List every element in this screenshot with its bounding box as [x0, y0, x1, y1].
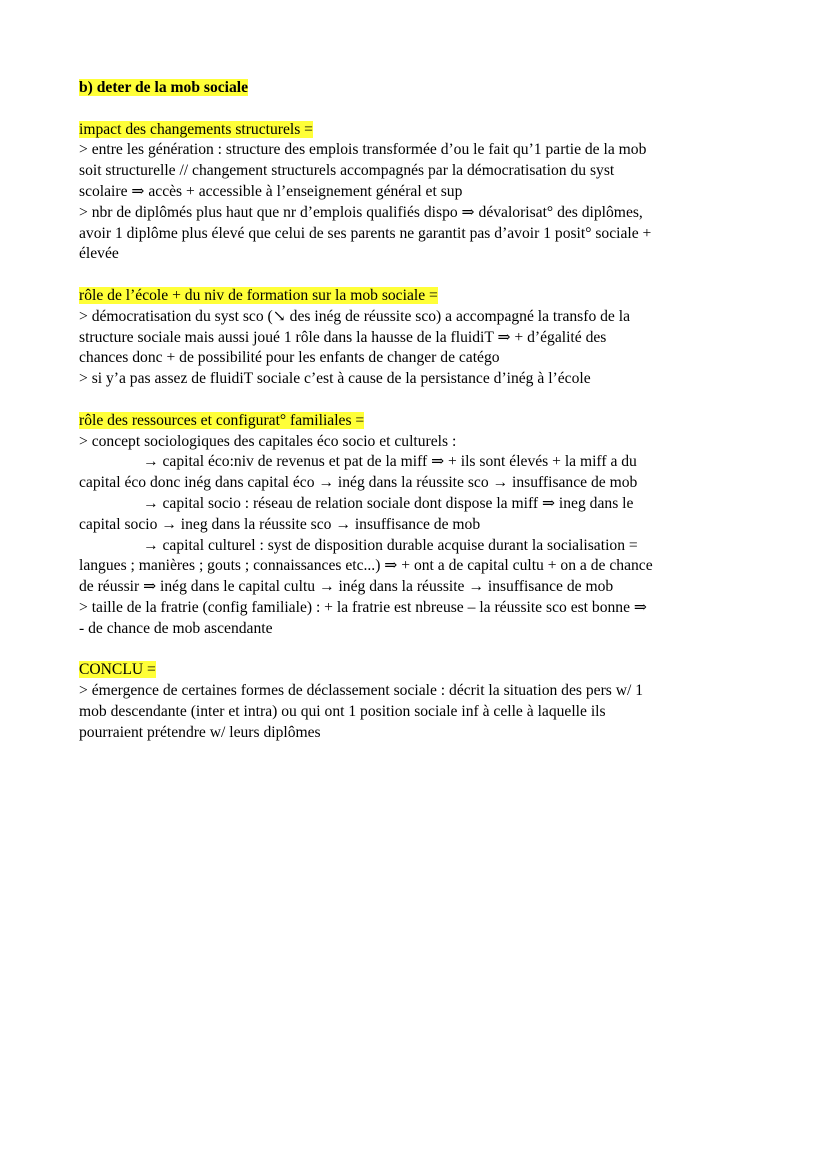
paragraph-line: avoir 1 diplôme plus élevé que celui de ses parents ne garantit pas d’avoir 1 posit° sociale +: [79, 224, 652, 242]
document-page: [79, 78, 759, 744]
paragraph-line: soit structurelle // changement structurels accompagnés par la démocratisation du syst: [79, 162, 615, 180]
paragraph-line: > si y’a pas assez de fluidiT sociale c’est à cause de la persistance d’inég à l’école: [79, 370, 591, 388]
section-family-resources: [79, 411, 759, 640]
section-heading: [79, 120, 759, 141]
section-heading: [79, 286, 759, 307]
section-conclusion: [79, 660, 759, 743]
section-heading-text: rôle des ressources et configurat° familiales =: [79, 411, 365, 429]
paragraph-line: capital éco donc inég dans capital éco → inég dans la réussite sco → insuffisance de mob: [79, 474, 638, 492]
indented-line-text: → capital culturel : syst de disposition durable acquise durant la socialisation =: [143, 536, 638, 554]
section-heading: [79, 411, 759, 432]
section-school-role: [79, 286, 759, 390]
paragraph-line: > taille de la fratrie (config familiale) : + la fratrie est nbreuse – la réussite sco est bonne ⇒: [79, 598, 647, 616]
paragraph-line: langues ; manières ; gouts ; connaissances etc...) ⇒ + ont a de capital cultu + on a de chance: [79, 557, 653, 575]
indented-line-text: → capital éco:niv de revenus et pat de la miff ⇒ + ils sont élevés + la miff a du: [143, 453, 637, 471]
paragraph-line: pourraient prétendre w/ leurs diplômes: [79, 723, 321, 741]
spacer: [79, 265, 759, 286]
paragraph-line: chances donc + de possibilité pour les enfants de changer de catégo: [79, 349, 500, 367]
paragraph-line: scolaire ⇒ accès + accessible à l’enseignement général et sup: [79, 182, 463, 200]
paragraph-line: > émergence de certaines formes de déclassement sociale : décrit la situation des pers w/ 1: [79, 682, 644, 700]
paragraph-line: > entre les génération : structure des emplois transformée d’ou le fait qu’1 partie de la mob: [79, 141, 647, 159]
indented-line: [79, 452, 759, 473]
paragraph-line: de réussir ⇒ inég dans le capital cultu → inég dans la réussite → insuffisance de mob: [79, 578, 614, 596]
page-title: [79, 78, 759, 99]
paragraph-line: élevée: [79, 245, 119, 263]
paragraph-line: structure sociale mais aussi joué 1 rôle dans la hausse de la fluidiT ⇒ + d’égalité des: [79, 328, 607, 346]
section-heading-text: impact des changements structurels =: [79, 120, 313, 138]
indented-line-text: → capital socio : réseau de relation sociale dont dispose la miff ⇒ ineg dans le: [143, 494, 634, 512]
indented-line: [79, 536, 759, 557]
paragraph-line: > démocratisation du syst sco (↘ des inég de réussite sco) a accompagné la transfo de la: [79, 307, 631, 325]
paragraph-line: mob descendante (inter et intra) ou qui ont 1 position sociale inf à celle à laquelle ils: [79, 702, 606, 720]
paragraph-line: - de chance de mob ascendante: [79, 619, 273, 637]
paragraph-line: capital socio → ineg dans la réussite sco → insuffisance de mob: [79, 515, 481, 533]
section-heading-text: rôle de l’école + du niv de formation sur la mob sociale =: [79, 286, 438, 304]
section-heading-text: CONCLU =: [79, 661, 156, 679]
paragraph-line: > nbr de diplômés plus haut que nr d’emplois qualifiés dispo ⇒ dévalorisat° des diplômes,: [79, 203, 643, 221]
spacer: [79, 640, 759, 661]
paragraph-line: > concept sociologiques des capitales éco socio et culturels :: [79, 432, 457, 450]
indented-line: [79, 494, 759, 515]
spacer: [79, 390, 759, 411]
section-heading: [79, 660, 759, 681]
section-structural-changes: [79, 120, 759, 266]
page-title-text: b) deter de la mob sociale: [79, 79, 249, 96]
spacer: [79, 99, 759, 120]
